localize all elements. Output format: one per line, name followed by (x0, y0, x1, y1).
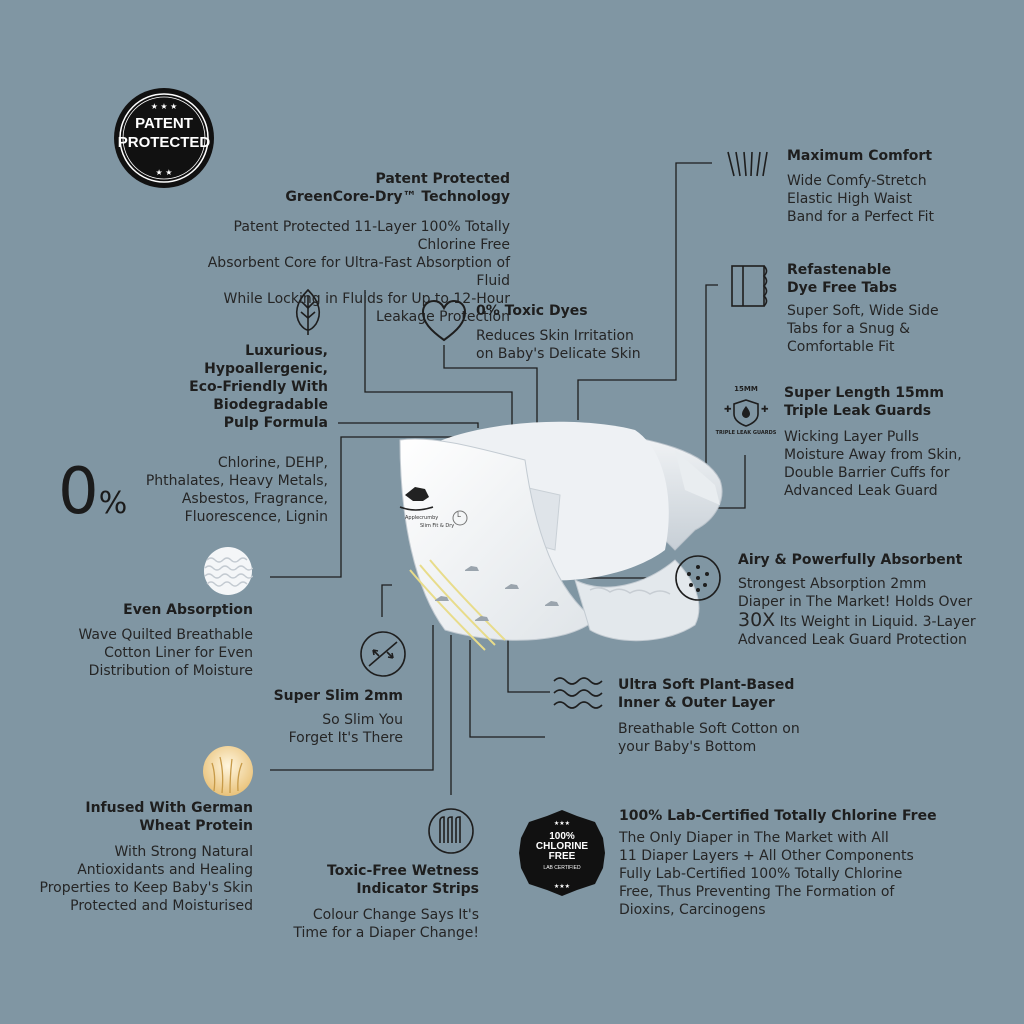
wheat-title-2: Wheat Protein (139, 818, 253, 834)
svg-text:★ ★ ★: ★ ★ ★ (150, 102, 178, 111)
chlorine-badge-4: LAB CERTIFIED (543, 865, 581, 871)
even-body-3: Distribution of Moisture (88, 663, 253, 679)
even-title: Even Absorption (123, 602, 253, 618)
leak-badge-top: 15MM (734, 385, 758, 393)
patent-title-2: GreenCore-Dry™ Technology (285, 189, 510, 205)
wheat-section (10, 799, 253, 915)
wetness-title-2: Indicator Strips (356, 881, 479, 897)
airy-body-4: Advanced Leak Guard Protection (738, 632, 967, 648)
wheat-body-3: Properties to Keep Baby's Skin (39, 880, 253, 896)
zero-body-1: Chlorine, DEHP, (217, 455, 328, 471)
leak-title-2: Triple Leak Guards (784, 403, 932, 419)
leak-guard-badge (715, 382, 777, 438)
wheat-body-2: Antioxidants and Healing (77, 862, 253, 878)
leak-body-4: Advanced Leak Guard (784, 483, 938, 499)
lab-title: 100% Lab-Certified Totally Chlorine Free (619, 808, 937, 824)
slim-section (220, 687, 403, 747)
airy-30x: 30X (738, 609, 776, 631)
pulp-title-2: Hypoallergenic, (204, 361, 328, 377)
lab-body-4: Free, Thus Preventing The Formation of (619, 884, 895, 900)
tabs-body-1: Super Soft, Wide Side (787, 303, 939, 319)
diaper-image (375, 410, 735, 670)
comfort-body-2: Elastic High Waist (787, 191, 912, 207)
diaper-model: Slim Fit & Dry (420, 523, 455, 529)
toxic-dyes-body-2: on Baby's Delicate Skin (476, 346, 641, 362)
svg-text:★★★: ★★★ (553, 820, 571, 827)
comfort-body-3: Band for a Perfect Fit (787, 209, 935, 225)
wetness-title-1: Toxic-Free Wetness (327, 863, 479, 879)
zero-pct-sign: % (98, 486, 128, 521)
slim-body-2: Forget It's There (288, 730, 403, 746)
leak-body-1: Wicking Layer Pulls (784, 429, 919, 445)
pulp-title-4: Biodegradable (213, 397, 328, 413)
zero-body-4: Fluorescence, Lignin (184, 509, 328, 525)
diaper-size: L (457, 511, 461, 519)
airy-section (738, 551, 1018, 649)
svg-text:✚: ✚ (761, 405, 769, 415)
svg-text:★ ★: ★ ★ (155, 168, 173, 177)
ultra-body-1: Breathable Soft Cotton on (618, 721, 800, 737)
lab-body-3: Fully Lab-Certified 100% Totally Chlorine (619, 866, 903, 882)
tabs-title-2: Dye Free Tabs (787, 280, 898, 296)
badge-line-1: PATENT (135, 115, 193, 132)
lab-body-5: Dioxins, Carcinogens (619, 902, 766, 918)
tabs-body-3: Comfortable Fit (787, 339, 895, 355)
even-body-2: Cotton Liner for Even (104, 645, 253, 661)
lab-section (619, 807, 939, 919)
ultra-title-2: Inner & Outer Layer (618, 695, 775, 711)
pulp-title-1: Luxurious, (245, 343, 328, 359)
lab-body-2: 11 Diaper Layers + All Other Components (619, 848, 914, 864)
toxic-dyes-section (476, 302, 676, 363)
patent-body-3: While Locking in Fluids for Up to 12-Hour (223, 291, 510, 307)
airy-body-1: Strongest Absorption 2mm (738, 576, 927, 592)
chlorine-badge-1: 100% (549, 831, 575, 842)
leaf-icon (292, 288, 324, 336)
leak-section (784, 384, 1014, 500)
zero-body-3: Asbestos, Fragrance, (181, 491, 328, 507)
wheat-body-4: Protected and Moisturised (70, 898, 253, 914)
zero-section (130, 454, 328, 526)
breathable-dots-icon (674, 554, 722, 602)
leak-title-1: Super Length 15mm (784, 385, 944, 401)
ultra-body-2: your Baby's Bottom (618, 739, 757, 755)
zero-percent (58, 455, 128, 529)
svg-text:✚: ✚ (724, 405, 732, 415)
toxic-dyes-title: 0% Toxic Dyes (476, 303, 588, 319)
slim-compress-icon (359, 630, 407, 678)
wheat-title-1: Infused With German (85, 800, 253, 816)
wheat-body-1: With Strong Natural (114, 844, 253, 860)
side-tab-icon (729, 262, 771, 310)
comfort-body-1: Wide Comfy-Stretch (787, 173, 927, 189)
slim-title: Super Slim 2mm (273, 688, 403, 704)
heart-icon (420, 298, 468, 344)
patent-body-4: Leakage Protection (376, 309, 510, 325)
chlorine-badge-3: FREE (548, 851, 576, 862)
quilted-fabric-icon (203, 546, 253, 596)
patent-body-1: Patent Protected 11-Layer 100% Totally Chlorine Free (233, 219, 510, 253)
comfort-title: Maximum Comfort (787, 148, 933, 164)
ultra-title-1: Ultra Soft Plant-Based (618, 677, 795, 693)
tabs-body-2: Tabs for a Snug & (787, 321, 911, 337)
ultra-section (618, 676, 858, 756)
soft-waves-icon (552, 673, 604, 713)
even-body-1: Wave Quilted Breathable (78, 627, 253, 643)
chlorine-free-badge (517, 808, 607, 898)
svg-text:★★★: ★★★ (553, 883, 571, 890)
zero-digit: 0 (58, 455, 99, 529)
airy-body-2: Diaper in The Market! Holds Over (738, 594, 973, 610)
comfort-section (787, 147, 1007, 226)
wetness-body-2: Time for a Diaper Change! (293, 925, 479, 941)
chlorine-badge-2: CHLORINE (535, 841, 589, 852)
slim-body-1: So Slim You (322, 712, 403, 728)
wheat-field-icon (202, 745, 254, 797)
pulp-title-3: Eco-Friendly With (189, 379, 328, 395)
wetness-section (260, 862, 479, 942)
indicator-strips-icon (427, 807, 475, 855)
pulp-section (130, 342, 328, 432)
even-section (40, 601, 253, 680)
lab-body-1: The Only Diaper in The Market with All (619, 830, 889, 846)
zero-body-2: Phthalates, Heavy Metals, (145, 473, 328, 489)
diaper-brand: Applecrumby (405, 515, 439, 521)
leak-body-2: Moisture Away from Skin, (784, 447, 962, 463)
elastic-waist-icon (724, 148, 770, 180)
tabs-section (787, 261, 1007, 356)
pulp-title-5: Pulp Formula (223, 415, 328, 431)
tabs-title-1: Refastenable (787, 262, 892, 278)
airy-title: Airy & Powerfully Absorbent (738, 552, 963, 568)
patent-body-2: Absorbent Core for Ultra-Fast Absorption of Fluid (207, 255, 510, 289)
airy-body-3: Its Weight in Liquid. 3-Layer (775, 614, 976, 630)
toxic-dyes-body-1: Reduces Skin Irritation (476, 328, 634, 344)
badge-line-2: PROTECTED (117, 134, 211, 151)
patent-title-1: Patent Protected (375, 171, 510, 187)
leak-badge-ring: TRIPLE LEAK GUARDS (715, 430, 777, 436)
wetness-body-1: Colour Change Says It's (312, 907, 479, 923)
leak-body-3: Double Barrier Cuffs for (784, 465, 950, 481)
